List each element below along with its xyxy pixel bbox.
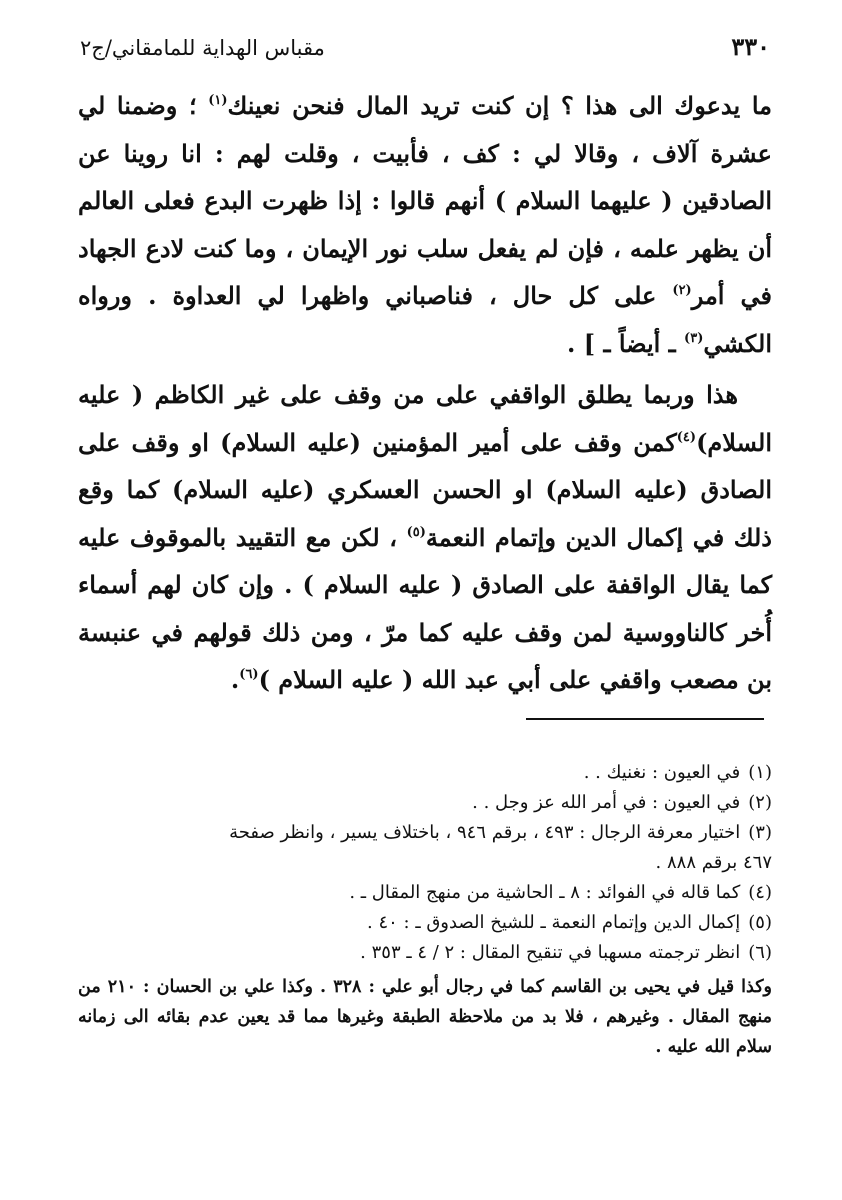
text-run: ـ أيضاً ـ ] .: [567, 328, 685, 358]
footnote-3-continuation: ٤٦٧ برقم ٨٨٨ .: [655, 852, 772, 873]
footnote-5: [78, 908, 772, 938]
footnote-text: إكمال الدين وإتمام النعمة ـ للشيخ الصدوق ـ : ٤٠ .: [367, 912, 741, 933]
text-run: هذا وربما يطلق الواقفي على من وقف على غير الكاظم ( عليه السلام): [78, 380, 772, 457]
footnote-3: [78, 818, 772, 848]
text-run: .: [230, 665, 240, 694]
footnote-text: في العيون : في أمر الله عز وجل . .: [472, 792, 741, 813]
footnote-ref-3: (٣): [684, 330, 704, 346]
footnote-ref-2: (٢): [672, 283, 692, 298]
footnote-number: (٢): [748, 792, 772, 813]
footnote-ref-5: (٥): [406, 524, 426, 540]
footnote-2: [78, 788, 772, 818]
footnotes: [78, 758, 772, 1062]
main-text: [78, 82, 772, 704]
text-run: ما يدعوك الى هذا ؟ إن كنت تريد المال فنحن نعينك: [227, 91, 772, 120]
footnote-ref-6: (٦): [239, 667, 259, 682]
paragraph-2: [78, 371, 772, 704]
footnote-number: (١): [748, 762, 772, 783]
footnote-text: كما قاله في الفوائد : ٨ ـ الحاشية من منهج المقال ـ .: [349, 882, 741, 903]
footnote-ref-1: (١): [208, 93, 228, 108]
page-number: ٣٣٠: [731, 32, 770, 61]
text-run: كمن وقف على أمير المؤمنين (عليه السلام) او وقف على الصادق (عليه السلام) او الحسن العسكري (عليه السلام) كما وقع ذلك في إكمال الدين وإتمام النعمة: [78, 427, 772, 552]
footnote-text: اختيار معرفة الرجال : ٤٩٣ ، برقم ٩٤٦ ، باختلاف يسير ، وانظر صفحة: [229, 822, 741, 843]
footnote-ref-4: (٤): [676, 429, 697, 445]
text-run: ؛ وضمنا لي عشرة آلاف ، وقالا لي : كف ، فأبيت ، وقلت لهم : انا روينا عن الصادقين ( عليهما السلام ) أنهم قالوا : إذا ظهرت البدع فعلى العالم أن يظهر علمه ، فإن لم يفعل سلب نور الإيمان ، وما كنت لادع الجهاد في أمر: [78, 91, 772, 310]
text-run: على كل حال ، فناصباني واظهرا لي العداوة . ورواه الكشي: [78, 281, 772, 358]
paragraph-1: [78, 82, 772, 367]
page-header: [80, 30, 770, 70]
footnote-1: [78, 758, 772, 788]
footnote-6: [78, 938, 772, 968]
footnote-text: في العيون : نغنيك . .: [583, 762, 741, 783]
footnote-number: (٥): [748, 912, 772, 933]
footnote-number: (٣): [748, 822, 772, 843]
footnote-6-addendum: وكذا قيل في يحيى بن القاسم كما في رجال أبو علي : ٣٢٨ . وكذا علي بن الحسان : ٢١٠ من منهج المقال . وغيرهم ، فلا بد من ملاحظة الطبقة وغيرها مما قد يعين عدم بقائه الى زمانه سلام الله عليه .: [78, 977, 772, 1057]
footnote-separator: [526, 718, 764, 720]
footnote-text: انظر ترجمته مسهبا في تنقيح المقال : ٢ / ٤ ـ ٣٥٣ .: [360, 942, 741, 963]
running-title: مقباس الهداية للمامقاني/ج٢: [80, 36, 325, 60]
footnote-4: [78, 878, 772, 908]
text-run: ، لكن مع التقييد بالموقوف عليه كما يقال الواقفة على الصادق ( عليه السلام ) . وإن كان لهم أسماء أُخر كالناووسية لمن وقف عليه كما مرّ ، ومن ذلك قولهم في عنبسة بن مصعب واقفي على أبي عبد الله ( عليه السلام ): [78, 522, 772, 694]
footnote-number: (٦): [748, 942, 772, 963]
footnote-number: (٤): [748, 882, 772, 903]
